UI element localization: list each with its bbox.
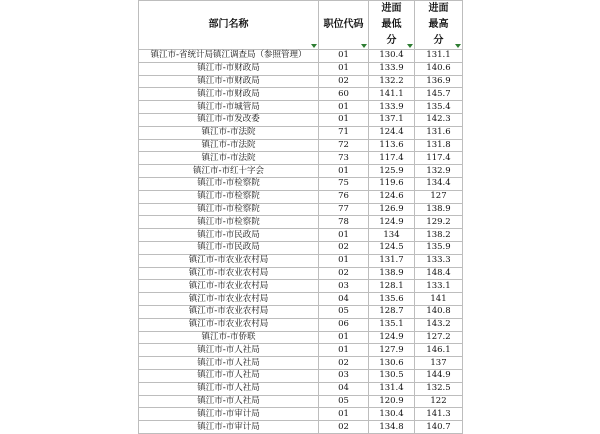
table-row	[139, 88, 463, 101]
cell-min-score[interactable]: 120.9	[369, 395, 415, 408]
table-row	[139, 280, 463, 293]
cell-min-score[interactable]: 133.9	[369, 62, 415, 75]
cell-dept-name[interactable]: 镇江市-市农业农村局	[139, 293, 319, 306]
cell-min-score[interactable]: 135.6	[369, 293, 415, 306]
table-row	[139, 369, 463, 382]
cell-min-score[interactable]: 137.1	[369, 113, 415, 126]
cell-dept-name[interactable]: 镇江市-市审计局	[139, 408, 319, 421]
cell-max-score[interactable]: 138.2	[415, 229, 463, 242]
cell-min-score[interactable]: 119.6	[369, 177, 415, 190]
cell-max-score[interactable]: 122	[415, 395, 463, 408]
column-header-dept-label: 部门名称	[208, 19, 249, 30]
cell-min-score[interactable]: 130.4	[369, 408, 415, 421]
table-row	[139, 229, 463, 242]
cell-position-code[interactable]: 78	[319, 216, 369, 229]
cell-dept-name[interactable]: 镇江市-市检察院	[139, 203, 319, 216]
cell-dept-name[interactable]: 镇江市-市发改委	[139, 113, 319, 126]
column-header-min-score-label: 进面最低分	[381, 3, 402, 46]
column-header-code-label: 职位代码	[323, 19, 364, 30]
cell-min-score[interactable]: 130.5	[369, 369, 415, 382]
cell-max-score[interactable]: 141.3	[415, 408, 463, 421]
cell-max-score[interactable]: 142.3	[415, 113, 463, 126]
cell-max-score[interactable]: 140.6	[415, 62, 463, 75]
cell-position-code[interactable]: 02	[319, 357, 369, 370]
cell-dept-name[interactable]: 镇江市-市农业农村局	[139, 267, 319, 280]
cell-position-code[interactable]: 71	[319, 126, 369, 139]
cell-min-score[interactable]: 126.9	[369, 203, 415, 216]
cell-dept-name[interactable]: 镇江市-市人社局	[139, 395, 319, 408]
cell-dept-name[interactable]: 镇江市-市财政局	[139, 62, 319, 75]
cell-position-code[interactable]: 76	[319, 190, 369, 203]
spreadsheet-view	[138, 0, 462, 432]
cell-position-code[interactable]: 03	[319, 280, 369, 293]
table-row	[139, 293, 463, 306]
cell-max-score[interactable]: 145.7	[415, 88, 463, 101]
cell-position-code[interactable]: 01	[319, 113, 369, 126]
cell-dept-name[interactable]: 镇江市-市人社局	[139, 369, 319, 382]
cell-max-score[interactable]: 127.2	[415, 331, 463, 344]
cell-max-score[interactable]: 131.6	[415, 126, 463, 139]
cell-max-score[interactable]: 148.4	[415, 267, 463, 280]
table-row	[139, 75, 463, 88]
cell-dept-name[interactable]: 镇江市-市红十字会	[139, 165, 319, 178]
cell-dept-name[interactable]: 镇江市-市农业农村局	[139, 280, 319, 293]
column-header-max-score-label: 进面最高分	[428, 3, 449, 46]
table-body	[139, 50, 463, 434]
table-row	[139, 177, 463, 190]
cell-max-score[interactable]: 146.1	[415, 344, 463, 357]
cell-dept-name[interactable]: 镇江市-市财政局	[139, 75, 319, 88]
cell-position-code[interactable]: 02	[319, 267, 369, 280]
cell-dept-name[interactable]: 镇江市-市法院	[139, 152, 319, 165]
cell-position-code[interactable]: 01	[319, 165, 369, 178]
table-row	[139, 62, 463, 75]
table-row	[139, 113, 463, 126]
table-row	[139, 152, 463, 165]
table-row	[139, 318, 463, 331]
cell-position-code[interactable]: 06	[319, 318, 369, 331]
cell-dept-name[interactable]: 镇江市-省统计局镇江调查局（参照管理）	[139, 50, 319, 63]
cell-max-score[interactable]: 135.4	[415, 101, 463, 114]
cell-max-score[interactable]: 129.2	[415, 216, 463, 229]
cell-dept-name[interactable]: 镇江市-市城管局	[139, 101, 319, 114]
cell-max-score[interactable]: 136.9	[415, 75, 463, 88]
table-row	[139, 203, 463, 216]
cell-dept-name[interactable]: 镇江市-市农业农村局	[139, 305, 319, 318]
table-row	[139, 165, 463, 178]
cell-max-score[interactable]: 117.4	[415, 152, 463, 165]
cell-min-score[interactable]: 128.7	[369, 305, 415, 318]
cell-max-score[interactable]: 132.9	[415, 165, 463, 178]
column-header-dept[interactable]	[139, 1, 319, 50]
cell-max-score[interactable]: 141	[415, 293, 463, 306]
cell-min-score[interactable]: 131.4	[369, 382, 415, 395]
cell-dept-name[interactable]: 镇江市-市检察院	[139, 177, 319, 190]
cell-min-score[interactable]: 128.1	[369, 280, 415, 293]
cell-min-score[interactable]: 124.9	[369, 331, 415, 344]
filter-dropdown-icon[interactable]	[407, 44, 413, 48]
cell-position-code[interactable]: 01	[319, 331, 369, 344]
cell-min-score[interactable]: 124.6	[369, 190, 415, 203]
cell-min-score[interactable]: 124.9	[369, 216, 415, 229]
table-row	[139, 101, 463, 114]
cell-max-score[interactable]: 131.1	[415, 50, 463, 63]
cell-min-score[interactable]: 130.6	[369, 357, 415, 370]
table-row	[139, 267, 463, 280]
column-header-code[interactable]	[319, 1, 369, 50]
cell-position-code[interactable]: 77	[319, 203, 369, 216]
table-row	[139, 357, 463, 370]
cell-max-score[interactable]: 138.9	[415, 203, 463, 216]
cell-position-code[interactable]: 01	[319, 229, 369, 242]
cell-min-score[interactable]: 130.4	[369, 50, 415, 63]
cell-min-score[interactable]: 132.2	[369, 75, 415, 88]
cell-dept-name[interactable]: 镇江市-市检察院	[139, 216, 319, 229]
cell-dept-name[interactable]: 镇江市-市民政局	[139, 241, 319, 254]
cell-max-score[interactable]: 143.2	[415, 318, 463, 331]
cell-position-code[interactable]: 05	[319, 305, 369, 318]
cell-max-score[interactable]: 140.7	[415, 421, 463, 434]
cell-dept-name[interactable]: 镇江市-市农业农村局	[139, 318, 319, 331]
table-row	[139, 216, 463, 229]
cell-min-score[interactable]: 127.9	[369, 344, 415, 357]
cell-position-code[interactable]: 02	[319, 75, 369, 88]
cell-dept-name[interactable]: 镇江市-市法院	[139, 139, 319, 152]
cell-dept-name[interactable]: 镇江市-市人社局	[139, 344, 319, 357]
cell-min-score[interactable]: 133.9	[369, 101, 415, 114]
cell-dept-name[interactable]: 镇江市-市民政局	[139, 229, 319, 242]
column-header-max-score[interactable]	[415, 1, 463, 50]
cell-position-code[interactable]: 03	[319, 369, 369, 382]
cell-dept-name[interactable]: 镇江市-市人社局	[139, 382, 319, 395]
table-row	[139, 139, 463, 152]
cell-position-code[interactable]: 04	[319, 293, 369, 306]
cell-max-score[interactable]: 140.8	[415, 305, 463, 318]
cell-position-code[interactable]: 04	[319, 382, 369, 395]
table-row	[139, 254, 463, 267]
cell-max-score[interactable]: 132.5	[415, 382, 463, 395]
cell-max-score[interactable]: 144.9	[415, 369, 463, 382]
cell-min-score[interactable]: 117.4	[369, 152, 415, 165]
column-header-min-score[interactable]	[369, 1, 415, 50]
table-row	[139, 190, 463, 203]
filter-dropdown-icon[interactable]	[361, 44, 367, 48]
cell-position-code[interactable]: 73	[319, 152, 369, 165]
filter-dropdown-icon[interactable]	[311, 44, 317, 48]
cell-position-code[interactable]: 60	[319, 88, 369, 101]
header-row	[139, 1, 463, 50]
cell-min-score[interactable]: 125.9	[369, 165, 415, 178]
table-row	[139, 395, 463, 408]
cell-min-score[interactable]: 135.1	[369, 318, 415, 331]
cell-max-score[interactable]: 137	[415, 357, 463, 370]
cell-dept-name[interactable]: 镇江市-市法院	[139, 126, 319, 139]
score-table	[138, 0, 463, 434]
cell-dept-name[interactable]: 镇江市-市检察院	[139, 190, 319, 203]
cell-dept-name[interactable]: 镇江市-市农业农村局	[139, 254, 319, 267]
cell-position-code[interactable]: 01	[319, 50, 369, 63]
table-row	[139, 382, 463, 395]
cell-dept-name[interactable]: 镇江市-市审计局	[139, 421, 319, 434]
cell-position-code[interactable]: 72	[319, 139, 369, 152]
table-row	[139, 126, 463, 139]
cell-position-code[interactable]: 01	[319, 408, 369, 421]
cell-min-score[interactable]: 134	[369, 229, 415, 242]
table-row	[139, 241, 463, 254]
table-row	[139, 344, 463, 357]
cell-max-score[interactable]: 127	[415, 190, 463, 203]
cell-position-code[interactable]: 75	[319, 177, 369, 190]
cell-position-code[interactable]: 02	[319, 241, 369, 254]
cell-dept-name[interactable]: 镇江市-市侨联	[139, 331, 319, 344]
cell-min-score[interactable]: 124.4	[369, 126, 415, 139]
cell-position-code[interactable]: 02	[319, 421, 369, 434]
table-header	[139, 1, 463, 50]
cell-min-score[interactable]: 113.6	[369, 139, 415, 152]
filter-dropdown-icon[interactable]	[455, 44, 461, 48]
cell-min-score[interactable]: 131.7	[369, 254, 415, 267]
table-row	[139, 421, 463, 434]
table-row	[139, 331, 463, 344]
table-row	[139, 408, 463, 421]
cell-position-code[interactable]: 01	[319, 344, 369, 357]
cell-dept-name[interactable]: 镇江市-市财政局	[139, 88, 319, 101]
cell-min-score[interactable]: 138.9	[369, 267, 415, 280]
cell-position-code[interactable]: 05	[319, 395, 369, 408]
cell-max-score[interactable]: 131.8	[415, 139, 463, 152]
cell-position-code[interactable]: 01	[319, 254, 369, 267]
cell-max-score[interactable]: 134.4	[415, 177, 463, 190]
table-row	[139, 50, 463, 63]
cell-min-score[interactable]: 134.8	[369, 421, 415, 434]
cell-min-score[interactable]: 124.5	[369, 241, 415, 254]
cell-dept-name[interactable]: 镇江市-市人社局	[139, 357, 319, 370]
cell-position-code[interactable]: 01	[319, 101, 369, 114]
cell-max-score[interactable]: 135.9	[415, 241, 463, 254]
table-row	[139, 305, 463, 318]
cell-max-score[interactable]: 133.1	[415, 280, 463, 293]
cell-min-score[interactable]: 141.1	[369, 88, 415, 101]
cell-position-code[interactable]: 01	[319, 62, 369, 75]
cell-max-score[interactable]: 133.3	[415, 254, 463, 267]
